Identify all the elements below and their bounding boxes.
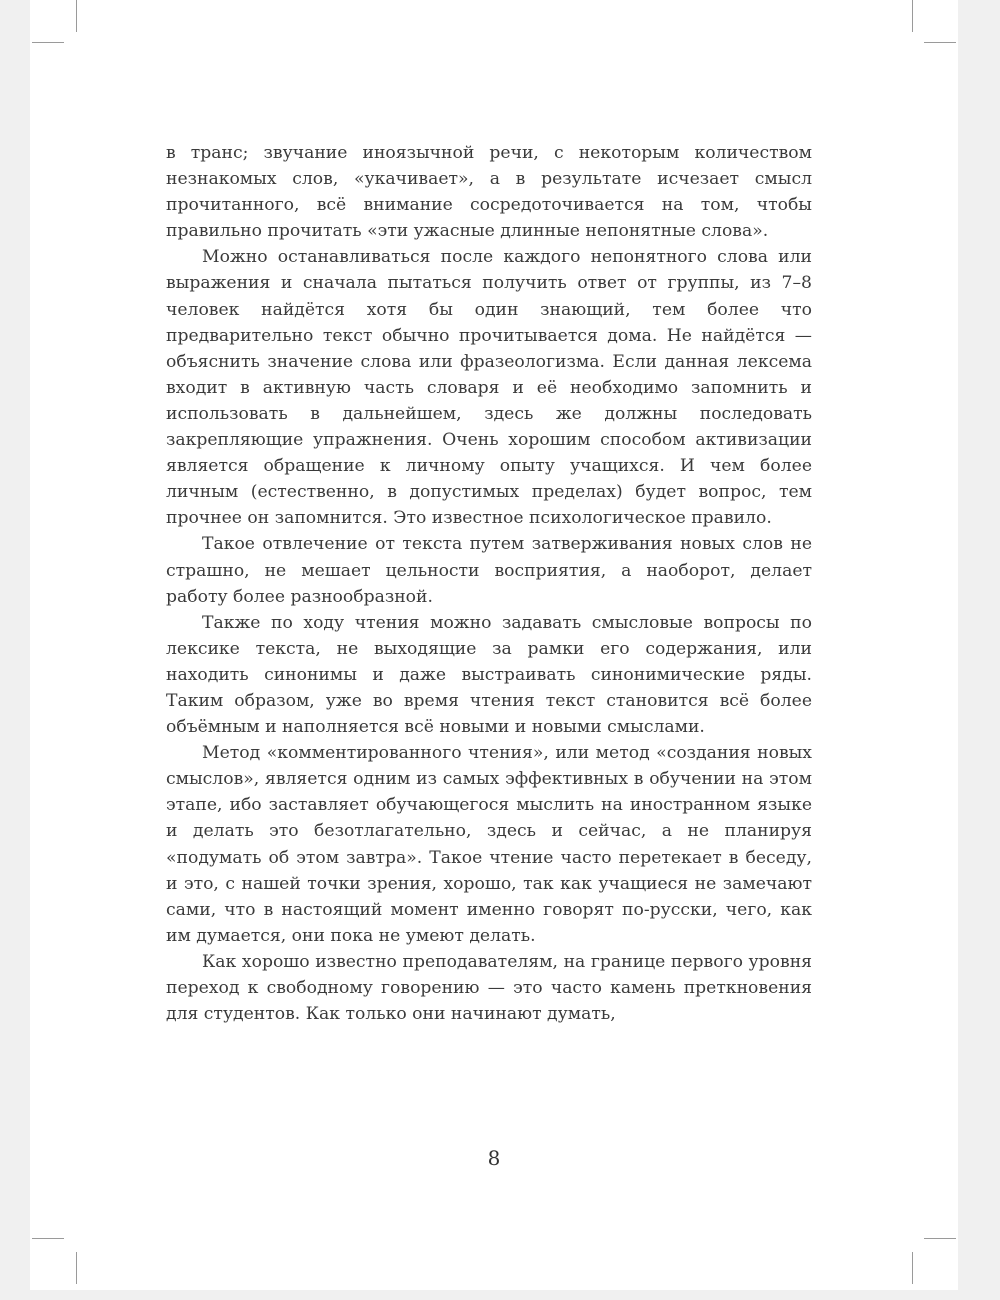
page-number: 8 xyxy=(487,1146,501,1170)
crop-mark-bottom-right-h xyxy=(924,1238,956,1239)
paragraph: Как хорошо известно преподавателям, на границе первого уровня переход к свободному говорению — это часто камень преткновения для студентов. Как только они начинают думать, xyxy=(166,951,812,1025)
paragraph: Можно останавливаться после каждого непонятного слова или выражения и сначала пытаться получить ответ от группы, из 7–8 человек найдётся хотя бы один знающий, тем более что предварительно текст обычно прочитывается дома. Не найдётся — объяснить значение слова или фразеологизма. Если данная лексема входит в активную часть словаря и её необходимо запомнить и использовать в дальнейшем, здесь же должны последовать закрепляющие упражнения. Очень хорошим способом активизации является обращение к личному опыту учащихся. И чем более личным (естественно, в допустимых пределах) будет вопрос, тем прочнее он запомнится. Это известное психологическое правило. xyxy=(166,247,812,529)
paragraph: Такое отвлечение от текста путем затверживания новых слов не страшно, не мешает цельности восприятия, а наоборот, делает работу более разнообразной. xyxy=(166,534,812,607)
crop-mark-top-right-v xyxy=(912,0,913,32)
crop-mark-bottom-left-h xyxy=(32,1238,64,1239)
crop-mark-top-right-h xyxy=(924,42,956,43)
crop-mark-top-left-v xyxy=(76,0,77,32)
body-text xyxy=(166,140,812,1027)
paragraph: Также по ходу чтения можно задавать смысловые вопросы по лексике текста, не выходящие за рамки его содержания, или находить синонимы и даже выстраивать синонимические ряды. Таким образом, уже во время чтения текст становится всё более объёмным и наполняется всё новыми и новыми смыслами. xyxy=(166,612,812,738)
document-page xyxy=(30,0,958,1290)
crop-mark-bottom-right-v xyxy=(912,1252,913,1284)
paragraph: Метод «комментированного чтения», или метод «создания новых смыслов», является одним из самых эффективных в обучении на этом этапе, ибо заставляет обучающегося мыслить на иностранном языке и делать это безотлагательно, здесь и сейчас, а не планируя «подумать об этом завтра». Такое чтение часто перетекает в беседу, и это, с нашей точки зрения, хорошо, так как учащиеся не замечают сами, что в настоящий момент именно говорят по-русски, чего, как им думается, они пока не умеют делать. xyxy=(166,743,812,946)
paragraph: в транс; звучание иноязычной речи, с некоторым количеством незнакомых слов, «укачивает», а в результате исчезает смысл прочитанного, всё внимание сосредоточивается на том, чтобы правильно прочитать «эти ужасные длинные непонятные слова». xyxy=(166,143,812,242)
crop-mark-top-left-h xyxy=(32,42,64,43)
crop-mark-bottom-left-v xyxy=(76,1252,77,1284)
